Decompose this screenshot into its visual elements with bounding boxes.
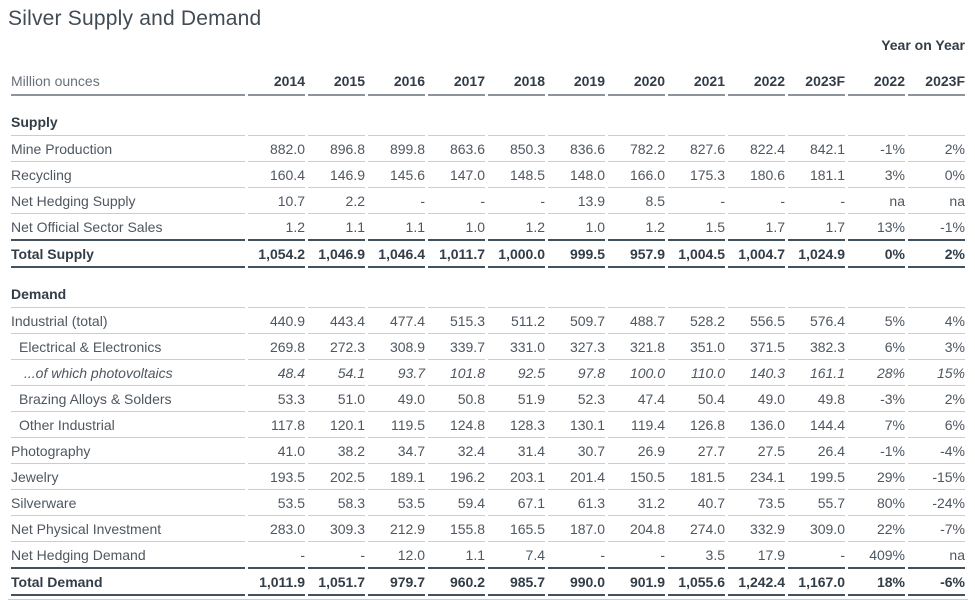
section-heading-spacer — [368, 268, 425, 308]
table-row — [11, 162, 965, 188]
year-header: 2021 — [668, 53, 725, 96]
year-on-year-label: Year on Year — [881, 37, 965, 53]
table-row — [11, 188, 965, 214]
value-cell: - — [788, 188, 845, 214]
value-cell: 2.2 — [308, 188, 365, 214]
value-cell: 202.5 — [308, 464, 365, 490]
row-label: Jewelry — [11, 464, 245, 490]
section-heading-spacer — [248, 96, 305, 136]
year-header: 2023F — [788, 53, 845, 96]
value-cell: 528.2 — [668, 308, 725, 334]
row-label: Industrial (total) — [11, 308, 245, 334]
total-value-cell: 999.5 — [548, 239, 605, 268]
row-label: Net Official Sector Sales — [11, 218, 163, 235]
value-cell: 61.3 — [548, 490, 605, 516]
section-heading-spacer — [548, 268, 605, 308]
value-cell: 827.6 — [668, 136, 725, 162]
value-cell: 269.8 — [248, 334, 305, 360]
value-cell: 148.0 — [548, 162, 605, 188]
total-value-cell: 1,024.9 — [788, 239, 845, 268]
value-cell: 148.5 — [488, 162, 545, 188]
value-cell: 34.7 — [368, 438, 425, 464]
value-cell: 189.1 — [368, 464, 425, 490]
value-cell: 308.9 — [368, 334, 425, 360]
value-cell: 49.8 — [788, 386, 845, 412]
value-cell: 1.1 — [345, 218, 365, 235]
value-cell: 8.5 — [608, 188, 665, 214]
value-cell: 443.4 — [308, 308, 365, 334]
value-cell: 51.0 — [308, 386, 365, 412]
value-cell: 13% — [876, 218, 905, 235]
value-cell: 92.5 — [488, 360, 545, 386]
yoy-header-row — [11, 32, 965, 53]
value-cell: 332.9 — [728, 516, 785, 542]
section-heading-row — [11, 96, 965, 136]
value-cell: -1% — [848, 136, 905, 162]
value-cell: 47.4 — [608, 386, 665, 412]
yoy-year-header: 2022 — [848, 53, 905, 96]
section-heading-spacer — [308, 268, 365, 308]
value-cell: 440.9 — [248, 308, 305, 334]
total-value-cell: 1,167.0 — [788, 567, 845, 596]
total-row — [11, 567, 965, 596]
value-cell: 212.9 — [368, 516, 425, 542]
row-label: Mine Production — [11, 136, 245, 162]
row-label: Net Hedging Demand — [11, 546, 146, 563]
value-cell: -3% — [848, 386, 905, 412]
year-header: 2016 — [368, 53, 425, 96]
value-cell: - — [668, 188, 725, 214]
value-cell: 2% — [908, 386, 965, 412]
value-cell: 203.1 — [488, 464, 545, 490]
section-heading-spacer — [608, 96, 665, 136]
year-header: 2014 — [248, 53, 305, 96]
value-cell: 234.1 — [728, 464, 785, 490]
row-label: ...of which photovoltaics — [11, 360, 245, 386]
section-heading-spacer — [908, 96, 965, 136]
value-cell: 26.9 — [608, 438, 665, 464]
value-cell: -15% — [908, 464, 965, 490]
value-cell: 331.0 — [488, 334, 545, 360]
row-label: Photography — [11, 438, 245, 464]
table-row — [11, 214, 965, 239]
value-cell: 842.1 — [788, 136, 845, 162]
value-cell: 40.7 — [668, 490, 725, 516]
value-cell: 27.5 — [728, 438, 785, 464]
value-cell: 50.8 — [428, 386, 485, 412]
value-cell: -24% — [908, 490, 965, 516]
value-cell: 882.0 — [248, 136, 305, 162]
year-header: 2015 — [308, 53, 365, 96]
value-cell: 48.4 — [248, 360, 305, 386]
value-cell: 12.0 — [397, 546, 425, 563]
value-cell: 32.4 — [428, 438, 485, 464]
value-cell: 863.6 — [428, 136, 485, 162]
value-cell: 488.7 — [608, 308, 665, 334]
year-header: 2022 — [728, 53, 785, 96]
value-cell: 7% — [848, 412, 905, 438]
value-cell: 124.8 — [428, 412, 485, 438]
value-cell: 515.3 — [428, 308, 485, 334]
total-value-cell: 1,046.9 — [308, 239, 365, 268]
value-cell: 509.7 — [548, 308, 605, 334]
value-cell: 1.0 — [465, 218, 485, 235]
table-row — [11, 464, 965, 490]
value-cell: 165.5 — [488, 516, 545, 542]
value-cell: 117.8 — [248, 412, 305, 438]
value-cell: 59.4 — [428, 490, 485, 516]
table-row — [11, 438, 965, 464]
value-cell: 371.5 — [728, 334, 785, 360]
value-cell: - — [368, 188, 425, 214]
total-value-cell: 990.0 — [548, 567, 605, 596]
value-cell: 4% — [908, 308, 965, 334]
value-cell: 1.2 — [525, 218, 545, 235]
value-cell: 93.7 — [368, 360, 425, 386]
value-cell: 1.7 — [765, 218, 785, 235]
value-cell: 274.0 — [668, 516, 725, 542]
section-heading-spacer — [368, 96, 425, 136]
table-header — [11, 32, 965, 96]
value-cell: -7% — [908, 516, 965, 542]
value-cell: 13.9 — [548, 188, 605, 214]
value-cell: 576.4 — [788, 308, 845, 334]
table-row — [11, 360, 965, 386]
value-cell: 409% — [869, 546, 905, 563]
section-heading-spacer — [308, 96, 365, 136]
total-value-cell: 0% — [848, 239, 905, 268]
value-cell: 196.2 — [428, 464, 485, 490]
total-value-cell: 985.7 — [488, 567, 545, 596]
value-cell: 119.4 — [608, 412, 665, 438]
value-cell: 50.4 — [668, 386, 725, 412]
value-cell: 1.0 — [585, 218, 605, 235]
value-cell: - — [428, 188, 485, 214]
value-cell: 58.3 — [308, 490, 365, 516]
value-cell: 321.8 — [608, 334, 665, 360]
value-cell: 327.3 — [548, 334, 605, 360]
value-cell: 140.3 — [728, 360, 785, 386]
value-cell: -1% — [848, 438, 905, 464]
unit-label: Million ounces — [11, 53, 245, 96]
value-cell: 160.4 — [248, 162, 305, 188]
section-heading-spacer — [428, 96, 485, 136]
value-cell: -1% — [940, 218, 965, 235]
value-cell: - — [728, 188, 785, 214]
total-value-cell: -6% — [908, 567, 965, 596]
total-value-cell: 1,055.6 — [668, 567, 725, 596]
total-row — [11, 239, 965, 268]
value-cell: 28% — [848, 360, 905, 386]
value-cell: 6% — [848, 334, 905, 360]
value-cell: 896.8 — [308, 136, 365, 162]
total-value-cell: 960.2 — [428, 567, 485, 596]
table-row — [11, 542, 965, 567]
value-cell: 41.0 — [248, 438, 305, 464]
row-label: Silverware — [11, 490, 245, 516]
value-cell: 120.1 — [308, 412, 365, 438]
value-cell: 161.1 — [788, 360, 845, 386]
value-cell: 80% — [848, 490, 905, 516]
table-row — [11, 136, 965, 162]
total-value-cell: 1,051.7 — [308, 567, 365, 596]
value-cell: - — [600, 546, 605, 563]
value-cell: 5% — [848, 308, 905, 334]
yoy-year-header: 2023F — [908, 53, 965, 96]
row-label: Net Hedging Supply — [11, 188, 245, 214]
value-cell: 6% — [908, 412, 965, 438]
total-value-cell: 1,242.4 — [728, 567, 785, 596]
silver-supply-demand-table — [8, 32, 968, 596]
value-cell: 166.0 — [608, 162, 665, 188]
total-value-cell: 979.7 — [368, 567, 425, 596]
table-row — [11, 308, 965, 334]
value-cell: 351.0 — [668, 334, 725, 360]
section-heading-spacer — [608, 268, 665, 308]
value-cell: 126.8 — [668, 412, 725, 438]
value-cell: 55.7 — [788, 490, 845, 516]
value-cell: 49.0 — [368, 386, 425, 412]
row-label: Brazing Alloys & Solders — [11, 386, 245, 412]
value-cell: 67.1 — [488, 490, 545, 516]
value-cell: 53.5 — [368, 490, 425, 516]
value-cell: 175.3 — [668, 162, 725, 188]
value-cell: 31.2 — [608, 490, 665, 516]
value-cell: - — [488, 188, 545, 214]
yoy-spacer — [11, 32, 845, 53]
value-cell: 130.1 — [548, 412, 605, 438]
value-cell: 51.9 — [488, 386, 545, 412]
value-cell: 17.9 — [757, 546, 785, 563]
value-cell: 822.4 — [728, 136, 785, 162]
value-cell: 382.3 — [788, 334, 845, 360]
section-heading-spacer — [728, 268, 785, 308]
value-cell: 145.6 — [368, 162, 425, 188]
total-value-cell: 1,054.2 — [248, 239, 305, 268]
value-cell: 1.7 — [825, 218, 845, 235]
total-value-cell: 901.9 — [608, 567, 665, 596]
table-row — [11, 412, 965, 438]
total-value-cell: 2% — [908, 239, 965, 268]
table-row — [11, 386, 965, 412]
row-label: Other Industrial — [11, 412, 245, 438]
total-value-cell: 18% — [848, 567, 905, 596]
total-value-cell: 1,011.9 — [248, 567, 305, 596]
total-value-cell: 1,046.4 — [368, 239, 425, 268]
row-label: Electrical & Electronics — [11, 334, 245, 360]
page-title: Silver Supply and Demand — [8, 7, 262, 30]
value-cell: 52.3 — [548, 386, 605, 412]
value-cell: na — [908, 188, 965, 214]
value-cell: - — [660, 546, 665, 563]
value-cell: - — [840, 546, 845, 563]
value-cell: 26.4 — [788, 438, 845, 464]
column-header-row — [11, 53, 965, 96]
value-cell: 49.0 — [728, 386, 785, 412]
value-cell: 899.8 — [368, 136, 425, 162]
section-heading-spacer — [908, 268, 965, 308]
section-heading-spacer — [548, 96, 605, 136]
value-cell: 136.0 — [728, 412, 785, 438]
value-cell: 144.4 — [788, 412, 845, 438]
value-cell: 1.1 — [405, 218, 425, 235]
table-row — [11, 334, 965, 360]
value-cell: 283.0 — [248, 516, 305, 542]
section-heading: Demand — [11, 268, 245, 308]
value-cell: 10.7 — [248, 188, 305, 214]
section-heading-spacer — [668, 96, 725, 136]
value-cell: 119.5 — [368, 412, 425, 438]
value-cell: - — [300, 546, 305, 563]
value-cell: 199.5 — [788, 464, 845, 490]
section-heading-spacer — [428, 268, 485, 308]
value-cell: 146.9 — [308, 162, 365, 188]
value-cell: 201.4 — [548, 464, 605, 490]
value-cell: 193.5 — [248, 464, 305, 490]
year-header: 2017 — [428, 53, 485, 96]
year-header: 2020 — [608, 53, 665, 96]
value-cell: 272.3 — [308, 334, 365, 360]
value-cell: 3% — [848, 162, 905, 188]
value-cell: 556.5 — [728, 308, 785, 334]
value-cell: 3% — [908, 334, 965, 360]
value-cell: 339.7 — [428, 334, 485, 360]
section-heading-spacer — [788, 268, 845, 308]
value-cell: 29% — [848, 464, 905, 490]
value-cell: 511.2 — [488, 308, 545, 334]
value-cell: 15% — [908, 360, 965, 386]
value-cell: 309.0 — [788, 516, 845, 542]
section-heading-spacer — [728, 96, 785, 136]
total-label: Total Demand — [11, 567, 245, 596]
value-cell: 180.6 — [728, 162, 785, 188]
value-cell: 22% — [848, 516, 905, 542]
section-heading: Supply — [11, 96, 245, 136]
section-heading-row — [11, 268, 965, 308]
value-cell: 181.5 — [668, 464, 725, 490]
value-cell: 1.2 — [285, 218, 305, 235]
value-cell: 101.8 — [428, 360, 485, 386]
value-cell: 31.4 — [488, 438, 545, 464]
value-cell: 3.5 — [705, 546, 725, 563]
value-cell: 30.7 — [548, 438, 605, 464]
value-cell: na — [949, 546, 965, 563]
value-cell: 0% — [908, 162, 965, 188]
value-cell: 477.4 — [368, 308, 425, 334]
value-cell: 1.2 — [645, 218, 665, 235]
row-label: Recycling — [11, 162, 245, 188]
section-heading-spacer — [788, 96, 845, 136]
value-cell: 53.3 — [248, 386, 305, 412]
total-value-cell: 1,004.5 — [668, 239, 725, 268]
value-cell: na — [848, 188, 905, 214]
value-cell: 73.5 — [728, 490, 785, 516]
value-cell: 1.5 — [705, 218, 725, 235]
value-cell: 150.5 — [608, 464, 665, 490]
row-label: Net Physical Investment — [11, 516, 245, 542]
total-value-cell: 1,011.7 — [428, 239, 485, 268]
year-header: 2019 — [548, 53, 605, 96]
value-cell: 309.3 — [308, 516, 365, 542]
value-cell: 110.0 — [668, 360, 725, 386]
total-value-cell: 957.9 — [608, 239, 665, 268]
total-value-cell: 1,000.0 — [488, 239, 545, 268]
value-cell: 187.0 — [548, 516, 605, 542]
value-cell: 27.7 — [668, 438, 725, 464]
total-value-cell: 1,004.7 — [728, 239, 785, 268]
value-cell: 181.1 — [788, 162, 845, 188]
value-cell: 147.0 — [428, 162, 485, 188]
section-heading-spacer — [848, 96, 905, 136]
value-cell: 38.2 — [308, 438, 365, 464]
value-cell: 155.8 — [428, 516, 485, 542]
section-heading-spacer — [848, 268, 905, 308]
value-cell: 100.0 — [608, 360, 665, 386]
total-label: Total Supply — [11, 239, 245, 268]
value-cell: 836.6 — [548, 136, 605, 162]
table-body — [11, 96, 965, 596]
table-row — [11, 516, 965, 542]
value-cell: 1.1 — [465, 546, 485, 563]
section-heading-spacer — [248, 268, 305, 308]
section-heading-spacer — [488, 268, 545, 308]
value-cell: - — [360, 546, 365, 563]
value-cell: 128.3 — [488, 412, 545, 438]
value-cell: -4% — [908, 438, 965, 464]
value-cell: 54.1 — [308, 360, 365, 386]
section-heading-spacer — [488, 96, 545, 136]
year-header: 2018 — [488, 53, 545, 96]
table-row — [11, 490, 965, 516]
value-cell: 53.5 — [248, 490, 305, 516]
value-cell: 7.4 — [525, 546, 545, 563]
value-cell: 204.8 — [608, 516, 665, 542]
value-cell: 782.2 — [608, 136, 665, 162]
value-cell: 97.8 — [548, 360, 605, 386]
value-cell: 850.3 — [488, 136, 545, 162]
value-cell: 2% — [908, 136, 965, 162]
section-heading-spacer — [668, 268, 725, 308]
